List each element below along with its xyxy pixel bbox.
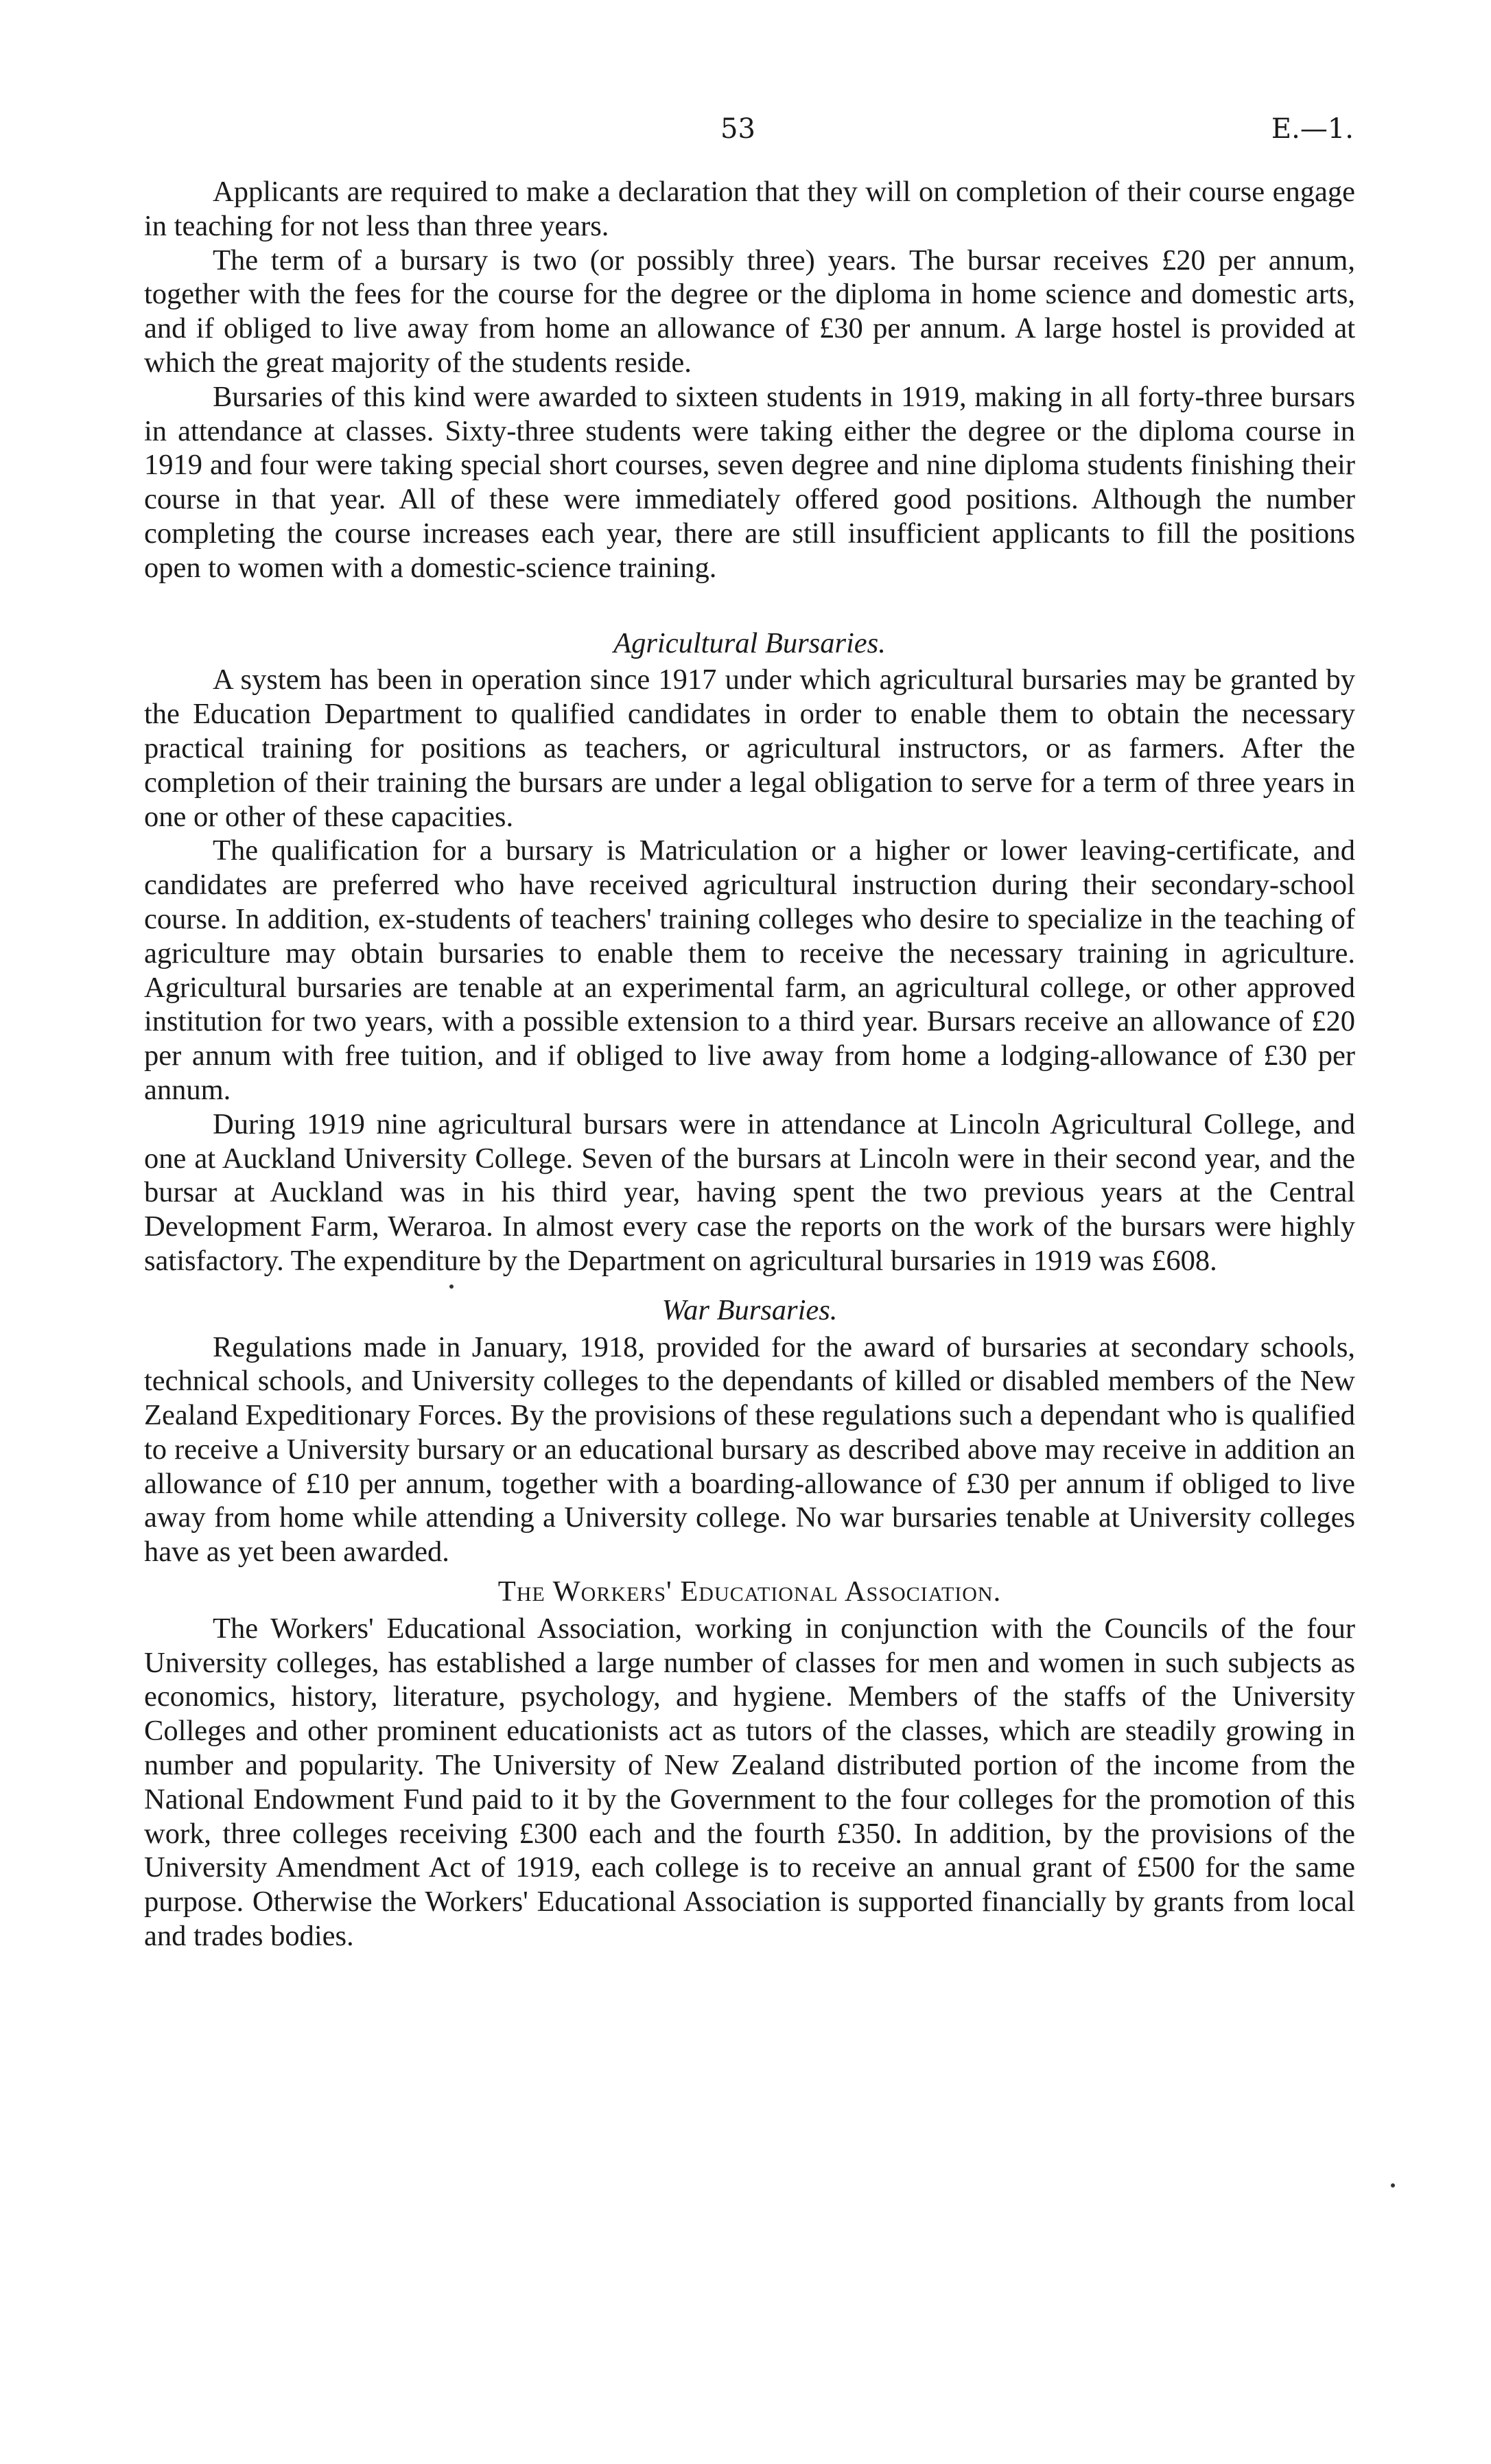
paragraph: During 1919 nine agricultural bursars were in attendance at Lincoln Agricultural College, and one at Auckland University College. Seven of the bursars at Lincoln were in their second year, and the bursar at Auckland was in his third year, having spent the two previous years at the Central Development Farm, Weraroa. In almost every case the reports on the work of the bursars were highly satisfactory. The expenditure by the Department on agricultural bursaries in 1919 was £608. [144,1107,1355,1277]
section-heading-workers-educational-association: The Workers' Educational Association. [497,1575,1002,1608]
stray-ink-mark [449,1284,454,1289]
paragraph: The qualification for a bursary is Matriculation or a higher or lower leaving-certificate, and candidates are preferred who have received agricultural instruction during their secondary-school course. In addition, ex-students of teachers' training colleges who desire to specialize in the teaching of agriculture may obtain bursaries to enable them to receive the necessary training in agriculture. Agricultural bursaries are tenable at an experimental farm, an agricultural college, or other approved institution for two years, with a possible extension to a third year. Bursars receive an allowance of £20 per annum with free tuition, and if obliged to live away from home a lodging-allowance of £30 per annum. [144,834,1355,1106]
section-heading-war-bursaries: War Bursaries. [661,1293,838,1326]
paragraph: Applicants are required to make a declaration that they will on completion of their course engage in teaching for not less than three years. [144,176,1355,242]
paragraph: Bursaries of this kind were awarded to sixteen students in 1919, making in all forty-three bursars in attendance at classes. Sixty-three students were taking either the degree or the diploma course in 1919 and four were taking special short courses, seven degree and nine diploma students finishing their course in that year. All of these were immediately offered good positions. Although the number completing the course increases each year, there are still insufficient applicants to fill the positions open to women with a domestic-science training. [144,380,1355,584]
paragraph: The Workers' Educational Association, working in conjunction with the Councils of the four University colleges, has established a large number of classes for men and women in such subjects as economics, history, literature, psychology, and hygiene. Members of the staffs of the University Colleges and other prominent educationists act as tutors of the classes, which are steadily growing in number and popularity. The University of New Zealand distributed portion of the income from the National Endowment Fund paid to it by the Government to the four colleges for the promotion of this work, three colleges receiving £300 each and the fourth £350. In addition, by the provisions of the University Amendment Act of 1919, each college is to receive an annual grant of £500 for the same purpose. Otherwise the Workers' Educational Association is supported financially by grants from local and trades bodies. [144,1612,1355,1953]
running-head [0,113,1491,154]
body-text [144,175,1355,1953]
stray-ink-mark [1391,2183,1395,2187]
page-number: 53 [720,113,755,145]
paragraph: The term of a bursary is two (or possibly three) years. The bursar receives £20 per annum, together with the fees for the course for the degree or the diploma in home science and domestic arts, and if obliged to live away from home an allowance of £30 per annum. A large hostel is provided at which the great majority of the students reside. [144,244,1355,379]
paragraph: A system has been in operation since 1917 under which agricultural bursaries may be granted by the Education Department to qualified candidates in order to enable them to obtain the necessary practical training for positions as teachers, or agricultural instructors, or as farmers. After the completion of their training the bursars are under a legal obligation to serve for a term of three years in one or other of these capacities. [144,664,1355,833]
paragraph: Regulations made in January, 1918, provided for the award of bursaries at secondary schools, technical schools, and University colleges to the dependants of killed or disabled members of the New Zealand Expeditionary Forces. By the provisions of these regulations such a dependant who is qualified to receive a University bursary or an educational bursary as described above may receive in addition an allowance of £10 per annum, together with a boarding-allowance of £30 per annum if obliged to live away from home while attending a University college. No war bursaries tenable at University colleges have as yet been awarded. [144,1330,1355,1569]
section-heading-agricultural-bursaries: Agricultural Bursaries. [613,626,886,659]
document-code: E.—1. [1271,113,1354,145]
